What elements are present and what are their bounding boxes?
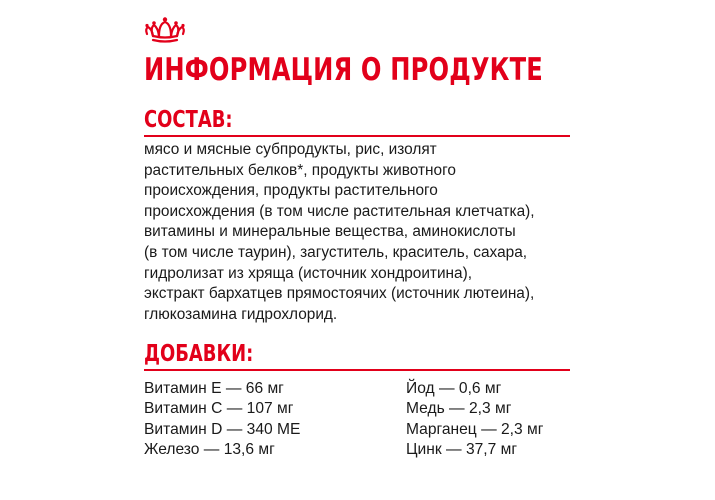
composition-section-header bbox=[144, 106, 570, 137]
additive-item: Витамин С — 107 мг bbox=[144, 400, 294, 418]
page-title: ИНФОРМАЦИЯ О ПРОДУКТЕ bbox=[144, 52, 543, 88]
composition-line: глюкозамина гидрохлорид. bbox=[144, 305, 338, 323]
composition-line: экстракт бархатцев прямостоячих (источник лютеина), bbox=[144, 285, 535, 303]
composition-text bbox=[144, 140, 584, 325]
composition-divider bbox=[144, 135, 570, 137]
composition-line: происхождения, продукты растительного bbox=[144, 182, 438, 200]
additive-item: Цинк — 37,7 мг bbox=[406, 441, 518, 459]
additive-item: Витамин Е — 66 мг bbox=[144, 380, 284, 397]
composition-line: витамины и минеральные вещества, аминокислоты bbox=[144, 223, 516, 241]
composition-line: происхождения (в том числе растительная клетчатка), bbox=[144, 202, 535, 220]
additive-item: Марганец — 2,3 мг bbox=[406, 420, 544, 438]
composition-heading: СОСТАВ: bbox=[144, 107, 233, 133]
composition-line: мясо и мясные субпродукты, рис, изолят bbox=[144, 141, 437, 158]
additives-column-left bbox=[144, 379, 300, 461]
additive-item: Йод — 0,6 мг bbox=[406, 380, 502, 397]
additive-item: Медь — 2,3 мг bbox=[406, 400, 512, 418]
crown-icon bbox=[141, 16, 189, 44]
composition-line: (в том числе таурин), загуститель, краситель, сахара, bbox=[144, 243, 528, 261]
composition-line: растительных белков*, продукты животного bbox=[144, 161, 456, 179]
additives-section-header bbox=[144, 340, 570, 371]
additives-heading: ДОБАВКИ: bbox=[144, 341, 254, 367]
additives-divider bbox=[144, 369, 570, 371]
additive-item: Железо — 13,6 мг bbox=[144, 441, 275, 459]
additives-column-right bbox=[406, 379, 543, 461]
additive-item: Витамин D — 340 МЕ bbox=[144, 420, 301, 438]
composition-line: гидролизат из хряща (источник хондроитина), bbox=[144, 264, 473, 282]
